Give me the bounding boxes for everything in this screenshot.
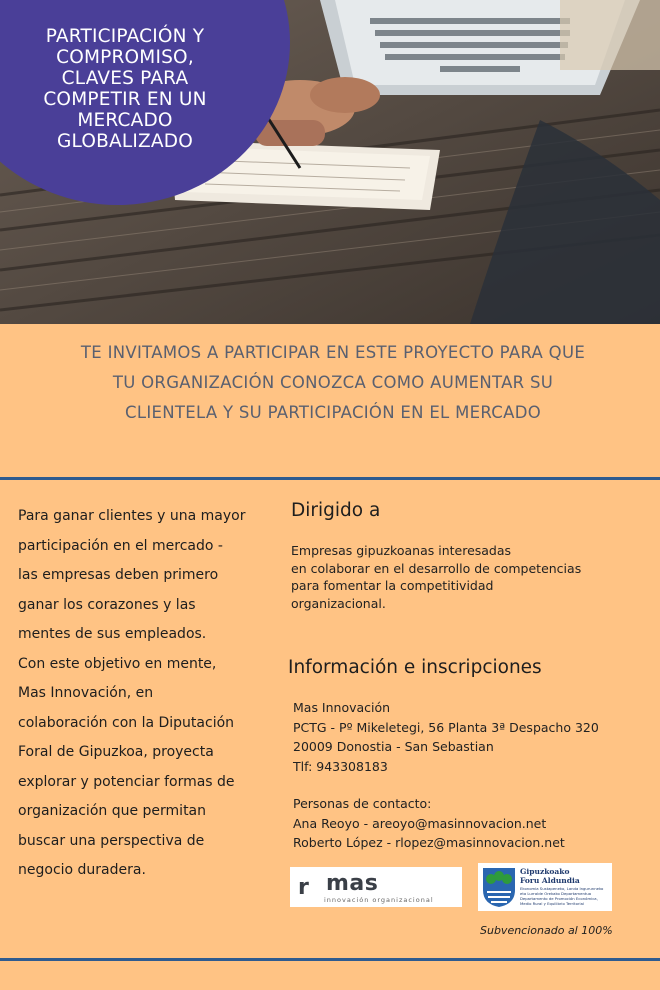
- mas-innovacion-logo: [290, 867, 462, 907]
- gipuzkoa-dept-es: Departamento de Promoción Económica, Medio Rural y Equilibrio Territorial: [520, 896, 598, 906]
- mas-logo-tagline: innovación organizacional: [324, 896, 434, 904]
- text-line: Foral de Gipuzkoa, proyecta: [18, 744, 214, 760]
- address-block: [293, 698, 643, 776]
- text-line: organizacional.: [291, 595, 386, 611]
- description-paragraph: [18, 502, 280, 886]
- contact-block: [293, 794, 643, 853]
- text-line: participación en el mercado -: [18, 537, 223, 554]
- invite-line: TE INVITAMOS A PARTICIPAR EN ESTE PROYECTO PARA QUE: [80, 343, 586, 362]
- title-line: COMPETIR EN UN: [43, 89, 207, 110]
- text-line: para fomentar la competitividad: [291, 578, 494, 593]
- gipuzkoa-logo: [478, 863, 612, 911]
- text-line: Para ganar clientes y una mayor: [18, 508, 246, 524]
- invitation-banner: [28, 338, 638, 428]
- text-line: buscar una perspectiva de: [18, 832, 205, 849]
- subsidy-note: Subvencionado al 100%: [480, 924, 613, 937]
- top-divider: [0, 477, 660, 480]
- title-line: GLOBALIZADO: [57, 131, 193, 152]
- text-line: Mas Innovación, en: [18, 685, 154, 701]
- title-line: MERCADO: [77, 110, 173, 131]
- text-line: explorar y potenciar formas de: [18, 773, 235, 790]
- title-line: COMPROMISO,: [56, 47, 194, 68]
- organization-name: Mas Innovación: [293, 700, 391, 715]
- text-line: Empresas gipuzkoanas interesadas: [291, 543, 512, 558]
- text-line: en colaborar en el desarrollo de competencias: [291, 560, 582, 576]
- text-line: Con este objetivo en mente,: [18, 655, 217, 672]
- text-line: negocio duradera.: [18, 862, 146, 878]
- contact-ana[interactable]: Ana Reoyo - areoyo@masinnovacion.net: [293, 815, 547, 831]
- text-line: colaboración con la Diputación: [18, 714, 235, 731]
- city-line: 20009 Donostia - San Sebastian: [293, 739, 494, 754]
- dirigido-text: [291, 542, 641, 612]
- mas-logo-mark: r: [298, 875, 309, 900]
- contact-roberto[interactable]: Roberto López - rlopez@masinnovacion.net: [293, 835, 565, 850]
- gipuzkoa-name-line2: Foru Aldundia: [520, 876, 580, 885]
- invite-line: TU ORGANIZACIÓN CONOZCA COMO AUMENTAR SU: [112, 373, 554, 392]
- bottom-divider: [0, 958, 660, 961]
- text-line: mentes de sus empleados.: [18, 626, 207, 642]
- address-line: PCTG - Pº Mikeletegi, 56 Planta 3ª Despacho 320: [293, 719, 599, 735]
- hero-photo: [0, 0, 660, 324]
- phone-line: Tlf: 943308183: [293, 758, 388, 774]
- title-line: CLAVES PARA: [61, 68, 189, 89]
- dirigido-heading: Dirigido a: [291, 500, 381, 521]
- gipuzkoa-name-line1: Gipuzkoako: [520, 867, 570, 876]
- mas-logo-word: mas: [326, 871, 379, 896]
- contact-label: Personas de contacto:: [293, 796, 432, 811]
- title-line: PARTICIPACIÓN Y: [45, 26, 205, 47]
- flyer-title: [10, 26, 240, 152]
- text-line: organización que permitan: [18, 803, 207, 819]
- gipuzkoa-shield-icon: [481, 866, 517, 908]
- text-line: ganar los corazones y las: [18, 596, 196, 613]
- gipuzkoa-dept-eu: Ekonomia Sustapeneko, Landa Ingurunneko eta Lurralde Orekako Departamentua: [520, 886, 604, 896]
- info-heading: Información e inscripciones: [288, 657, 542, 678]
- invite-line: CLIENTELA Y SU PARTICIPACIÓN EN EL MERCADO: [125, 403, 541, 422]
- text-line: las empresas deben primero: [18, 567, 219, 583]
